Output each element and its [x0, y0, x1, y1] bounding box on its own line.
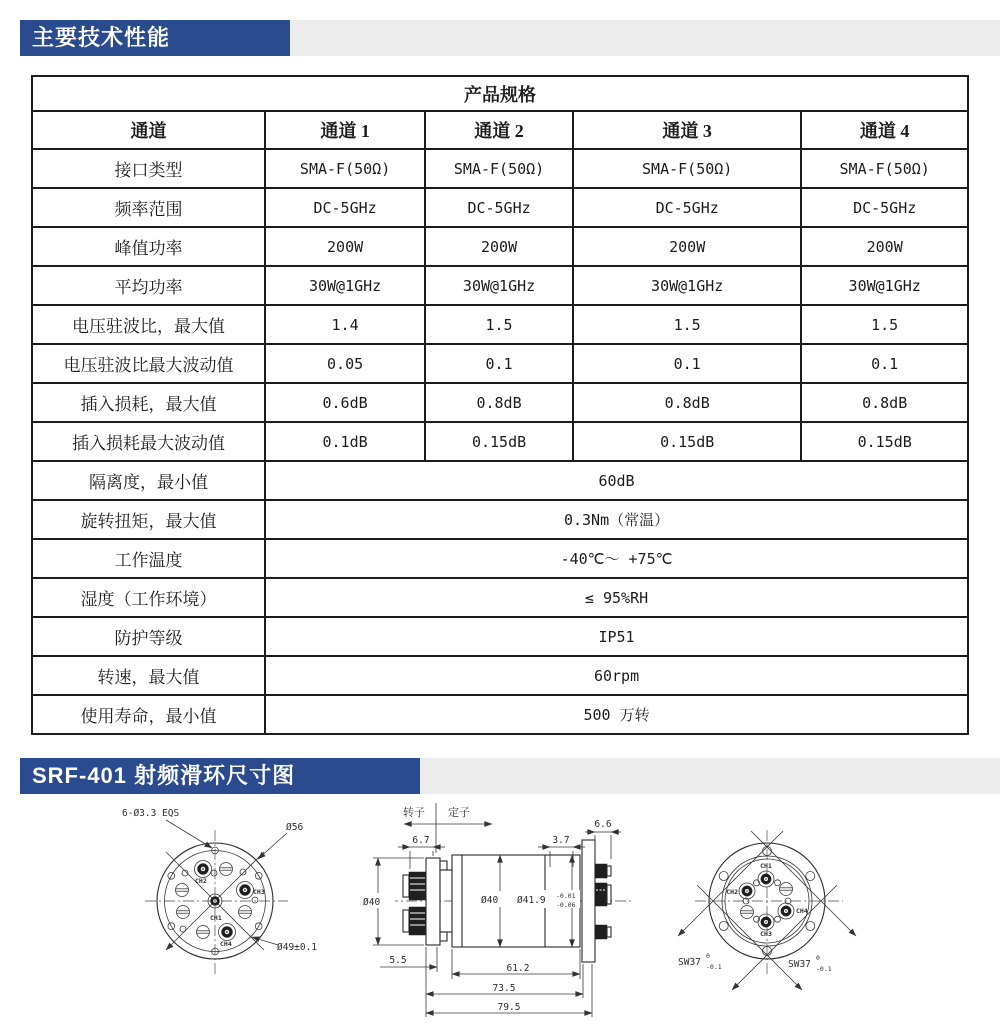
- table-title: 产品规格: [32, 76, 968, 111]
- plate-screw: [440, 932, 447, 941]
- row-label: 插入损耗最大波动值: [32, 422, 265, 461]
- connector-ch2: [739, 883, 755, 899]
- table-row: [32, 305, 968, 344]
- row-label: 频率范围: [32, 188, 265, 227]
- front-ch4-label: CH4: [220, 940, 232, 948]
- rotor-label: 转子: [403, 807, 425, 819]
- stator-connectors: [595, 864, 611, 939]
- connector-ch2: [195, 861, 212, 878]
- col-header-ch2: 通道 2: [425, 111, 573, 149]
- section-header-performance: [20, 20, 1000, 56]
- section-title-performance: 主要技术性能: [20, 20, 290, 56]
- row-value: 1.5: [425, 305, 573, 344]
- table-row: [32, 422, 968, 461]
- row-label: 电压驻波比，最大值: [32, 305, 265, 344]
- table-row: [32, 695, 968, 734]
- rear-ch2-label: CH2: [726, 888, 738, 896]
- outer-dia-leader: [258, 833, 287, 859]
- row-value: 200W: [425, 227, 573, 266]
- svg-text:SW37: SW37: [678, 957, 701, 968]
- front-outer-dia-label: Ø56: [286, 822, 304, 833]
- row-merged-value: IP51: [265, 617, 968, 656]
- table-row: [32, 656, 968, 695]
- row-label: 使用寿命，最小值: [32, 695, 265, 734]
- table-row: [32, 578, 968, 617]
- rear-ch1-label: CH1: [760, 862, 772, 870]
- row-value: 1.5: [801, 305, 968, 344]
- row-label: 接口类型: [32, 149, 265, 188]
- row-label: 隔离度，最小值: [32, 461, 265, 500]
- row-value: 0.15dB: [425, 422, 573, 461]
- svg-text:79.5: 79.5: [497, 1002, 521, 1013]
- svg-text:-0.1: -0.1: [816, 965, 832, 973]
- svg-text:73.5: 73.5: [492, 983, 516, 994]
- row-value: 0.05: [265, 344, 425, 383]
- svg-text:Ø40: Ø40: [481, 895, 499, 906]
- section-header-dimensions: [20, 758, 1000, 794]
- rear-view-drawing: [660, 812, 990, 1025]
- row-value: DC-5GHz: [801, 188, 968, 227]
- dimension-drawings: [0, 797, 1000, 1025]
- row-label: 旋转扭矩，最大值: [32, 500, 265, 539]
- row-label: 湿度（工作环境）: [32, 578, 265, 617]
- row-value: 30W@1GHz: [573, 266, 801, 305]
- dim-5-5: [380, 947, 437, 972]
- front-ch1-label: CH1: [210, 914, 222, 922]
- sw37-label-left: [678, 952, 722, 971]
- table-row: [32, 266, 968, 305]
- connector-ch3: [758, 914, 774, 930]
- row-value: 30W@1GHz: [801, 266, 968, 305]
- row-value: DC-5GHz: [265, 188, 425, 227]
- plate-screw: [440, 861, 447, 870]
- table-row: [32, 227, 968, 266]
- row-value: 0.8dB: [801, 383, 968, 422]
- connector-ch3: [237, 882, 254, 899]
- row-value: SMA-F(50Ω): [425, 149, 573, 188]
- table-row: [32, 500, 968, 539]
- table-row: [32, 188, 968, 227]
- col-header-channel: 通道: [32, 111, 265, 149]
- connector-ch1: [758, 871, 774, 887]
- row-label: 防护等级: [32, 617, 265, 656]
- spec-table: [31, 75, 969, 735]
- svg-text:61.2: 61.2: [506, 963, 530, 974]
- table-row: [32, 461, 968, 500]
- row-value: 30W@1GHz: [265, 266, 425, 305]
- rear-ch3-label: CH3: [760, 930, 772, 938]
- row-label: 转速，最大值: [32, 656, 265, 695]
- svg-text:6.7: 6.7: [412, 835, 430, 846]
- row-merged-value: -40℃～ +75℃: [265, 539, 968, 578]
- row-value: 0.8dB: [573, 383, 801, 422]
- row-value: 0.15dB: [573, 422, 801, 461]
- spec-table-wrapper: [31, 75, 969, 735]
- front-bolt-circle-label: Ø49±0.1: [277, 942, 318, 953]
- svg-text:-0.06: -0.06: [556, 901, 576, 909]
- row-value: 0.1: [573, 344, 801, 383]
- row-value: DC-5GHz: [573, 188, 801, 227]
- table-row: [32, 344, 968, 383]
- table-row: [32, 383, 968, 422]
- row-label: 插入损耗，最大值: [32, 383, 265, 422]
- dim-61-2: [452, 949, 580, 979]
- table-row: [32, 149, 968, 188]
- front-hole-callout: 6-Ø3.3 EQS: [122, 808, 180, 819]
- row-merged-value: 500 万转: [265, 695, 968, 734]
- row-value: SMA-F(50Ω): [265, 149, 425, 188]
- svg-text:Ø40: Ø40: [363, 897, 381, 908]
- row-merged-value: 60dB: [265, 461, 968, 500]
- front-ch3-label: CH3: [253, 888, 265, 896]
- row-label: 峰值功率: [32, 227, 265, 266]
- rotor-connectors: [403, 872, 426, 935]
- row-value: DC-5GHz: [425, 188, 573, 227]
- row-value: 0.6dB: [265, 383, 425, 422]
- row-value: 200W: [801, 227, 968, 266]
- row-value: 0.1: [425, 344, 573, 383]
- row-value: 0.1dB: [265, 422, 425, 461]
- table-row: [32, 539, 968, 578]
- table-header-row: [32, 111, 968, 149]
- col-header-ch3: 通道 3: [573, 111, 801, 149]
- row-label: 平均功率: [32, 266, 265, 305]
- row-value: 200W: [573, 227, 801, 266]
- svg-text:-0.1: -0.1: [706, 963, 722, 971]
- row-value: 1.5: [573, 305, 801, 344]
- svg-text:0: 0: [706, 952, 710, 960]
- row-value: SMA-F(50Ω): [573, 149, 801, 188]
- front-view-drawing: [120, 802, 360, 1025]
- row-label: 电压驻波比最大波动值: [32, 344, 265, 383]
- svg-text:3.7: 3.7: [552, 835, 570, 846]
- row-value: 0.8dB: [425, 383, 573, 422]
- table-row: [32, 617, 968, 656]
- stator-label: 定子: [448, 807, 470, 819]
- svg-text:Ø41.9: Ø41.9: [517, 895, 546, 906]
- section-title-dimensions: SRF-401 射频滑环尺寸图: [20, 758, 420, 794]
- rear-ch4-label: CH4: [796, 907, 808, 915]
- section-bar-extension: [290, 20, 1000, 56]
- hole-callout-leader: [166, 820, 212, 848]
- row-value: 0.1: [801, 344, 968, 383]
- front-ch2-label: CH2: [195, 877, 207, 885]
- row-merged-value: 60rpm: [265, 656, 968, 695]
- sw37-label-right: [788, 954, 832, 973]
- svg-text:-0.01: -0.01: [556, 892, 576, 900]
- svg-text:6.6: 6.6: [594, 819, 612, 830]
- row-value: 200W: [265, 227, 425, 266]
- row-value: SMA-F(50Ω): [801, 149, 968, 188]
- row-value: 1.4: [265, 305, 425, 344]
- table-title-row: [32, 76, 968, 111]
- side-view-drawing: [360, 797, 640, 1025]
- row-merged-value: 0.3Nm（常温）: [265, 500, 968, 539]
- stator-flange: [582, 840, 595, 962]
- section-bar-extension: [420, 758, 1000, 794]
- row-merged-value: ≤ 95%RH: [265, 578, 968, 617]
- svg-text:5.5: 5.5: [389, 955, 407, 966]
- col-header-ch4: 通道 4: [801, 111, 968, 149]
- bolt-circle-leader: [252, 937, 278, 945]
- row-value: 30W@1GHz: [425, 266, 573, 305]
- svg-text:0: 0: [816, 954, 820, 962]
- row-label: 工作温度: [32, 539, 265, 578]
- rotor-plate: [426, 858, 440, 945]
- svg-text:SW37: SW37: [788, 959, 811, 970]
- row-value: 0.15dB: [801, 422, 968, 461]
- col-header-ch1: 通道 1: [265, 111, 425, 149]
- connector-ch4: [778, 903, 794, 919]
- connector-ch4: [219, 924, 236, 941]
